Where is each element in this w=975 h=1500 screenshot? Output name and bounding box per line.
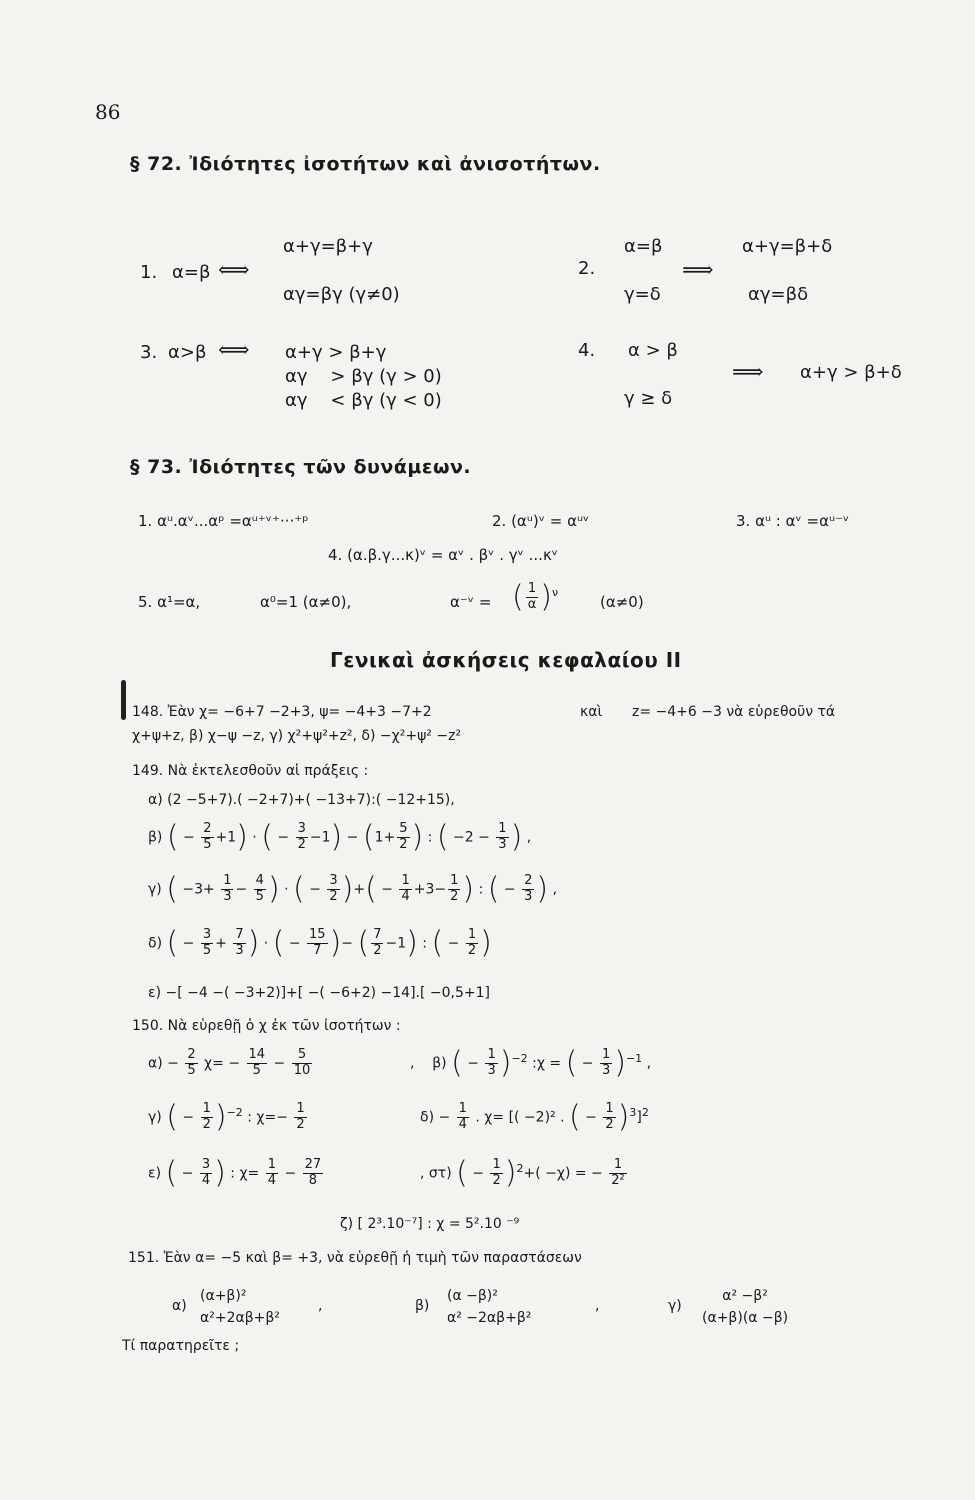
ex150-d: δ) − $\frac{1}{4}$ . χ= [( −2)² . ( − $\frac{1}{2}$ )$^3$]$^2$ bbox=[420, 1099, 649, 1135]
section-72-title: § 72. Ἰδιότητες ἰσοτήτων καὶ ἀνισοτήτων. bbox=[130, 153, 601, 175]
prop72-3-line2: αγ > βγ (γ > 0) bbox=[285, 366, 442, 387]
prop73-1: 1. αᵘ.αᵛ...αᵖ =αᵘ⁺ᵛ⁺···⁺ᵖ bbox=[138, 512, 309, 530]
prop73-5a: 5. α¹=α, bbox=[138, 593, 201, 611]
prop73-5c: α⁻ᵛ = bbox=[450, 593, 492, 611]
prop72-1-num: 1. bbox=[140, 262, 158, 283]
ex149-e: ε) −[ −4 −( −3+2)]+[ −( −6+2) −14].[ −0,5+1] bbox=[148, 985, 490, 1001]
ex149-a: α) (2 −5+7).( −2+7)+( −13+7):( −12+15), bbox=[148, 792, 455, 808]
ex151-b-den: α² −2αβ+β² bbox=[447, 1310, 532, 1327]
ex151-c-label: γ) bbox=[668, 1298, 682, 1314]
prop73-5b: α⁰=1 (α≠0), bbox=[260, 593, 352, 611]
ex148-line1a: 148. Ἐὰν χ= −6+7 −2+3, ψ= −4+3 −7+2 bbox=[132, 704, 432, 720]
prop72-4-bottom: γ ≥ δ bbox=[624, 388, 673, 409]
ex151-c-fraction bbox=[702, 1285, 788, 1330]
ex151-a-num: (α+β)² bbox=[200, 1288, 247, 1304]
ex150-a: α) − $\frac{2}{5}$ χ= − $\frac{14}{5}$ − $\frac{5}{10}$ bbox=[148, 1047, 311, 1078]
ex149-title: 149. Νὰ ἐκτελεσθοῦν αἱ πράξεις : bbox=[132, 763, 369, 779]
ex150-c: γ) ( − $\frac{1}{2}$ )$^{-2}$ : χ=− $\frac{1}{2}$ bbox=[148, 1099, 305, 1135]
prop72-3-lhs: α>β bbox=[168, 342, 207, 363]
implies-arrow-icon: ⟹ bbox=[682, 258, 714, 283]
ex149-d: δ) ( − $\frac{3}{5}$ + $\frac{7}{3}$ ) · ( − $\frac{15}{7}$ )− ( $\frac{7}{2}$ −1) : ( − $\frac{1}{2}$ ) bbox=[148, 925, 492, 961]
prop73-4: 4. (α.β.γ...κ)ᵛ = αᵛ . βᵛ . γᵛ ...κᵛ bbox=[328, 546, 559, 564]
ex150-st: , στ) ( − $\frac{1}{2}$ )$^2$+( −χ) = − $\frac{1}{\text{2²}}$ bbox=[420, 1155, 625, 1191]
prop72-4-top: α > β bbox=[628, 340, 678, 361]
ex148-line1c: z= −4+6 −3 νὰ εὑρεθοῦν τά bbox=[632, 704, 836, 720]
prop73-5d: (α≠0) bbox=[600, 593, 644, 611]
ex151-c-den: (α+β)(α −β) bbox=[702, 1310, 789, 1327]
prop72-4-num: 4. bbox=[578, 340, 596, 361]
ex151-question: Τί παρατηρεῖτε ; bbox=[122, 1338, 240, 1354]
prop72-3-num: 3. bbox=[140, 342, 158, 363]
ex149-b: β) ( − $\frac{2}{5}$ +1) · ( − $\frac{3}{2}$ −1) − (1+ $\frac{5}{2}$ ) : ( −2 − $\frac{1}{3}$ ) , bbox=[148, 819, 532, 855]
section-73-title: § 73. Ἰδιότητες τῶν δυνάμεων. bbox=[130, 456, 472, 478]
page-number: 86 bbox=[95, 100, 121, 124]
comma: , bbox=[318, 1298, 323, 1314]
prop72-4-result: α+γ > β+δ bbox=[800, 362, 902, 383]
comma: , bbox=[595, 1298, 600, 1314]
chapter-title: Γενικαὶ ἀσκήσεις κεφαλαίου ΙΙ bbox=[330, 648, 682, 672]
prop73-2: 2. (αᵘ)ᵛ = αᵘᵛ bbox=[492, 512, 590, 530]
prop72-2-res-top: α+γ=β+δ bbox=[742, 236, 833, 257]
ex151-title: 151. Ἐὰν α= −5 καὶ β= +3, νὰ εὑρεθῇ ἡ τιμὴ τῶν παραστάσεων bbox=[128, 1250, 582, 1266]
prop72-1-bottom: αγ=βγ (γ≠0) bbox=[283, 284, 400, 305]
ex151-b-fraction bbox=[447, 1285, 531, 1330]
ex150-title: 150. Νὰ εὑρεθῇ ὁ χ ἐκ τῶν ἰσοτήτων : bbox=[132, 1018, 401, 1034]
ex148-line1b: καὶ bbox=[580, 704, 603, 720]
prop72-2-top: α=β bbox=[624, 236, 663, 257]
prop72-1-top: α+γ=β+γ bbox=[283, 236, 373, 257]
ex151-b-label: β) bbox=[415, 1298, 430, 1314]
ex150-e: ε) ( − $\frac{3}{4}$ ) : χ= $\frac{1}{4}$ − $\frac{27}{8}$ bbox=[148, 1155, 322, 1191]
double-arrow-icon: ⟺ bbox=[218, 258, 250, 283]
prop72-2-bottom: γ=δ bbox=[624, 284, 661, 305]
prop72-1-lhs: α=β bbox=[172, 262, 211, 283]
ex151-a-label: α) bbox=[172, 1298, 187, 1314]
prop73-3: 3. αᵘ : αᵛ =αᵘ⁻ᵛ bbox=[736, 512, 850, 530]
ex151-a-den: α²+2αβ+β² bbox=[200, 1310, 280, 1327]
ex148-line2: χ+ψ+z, β) χ−ψ −z, γ) χ²+ψ²+z², δ) −χ²+ψ² −z² bbox=[132, 728, 462, 744]
implies-arrow-icon: ⟹ bbox=[732, 360, 764, 385]
ex150-b: , β) ( − $\frac{1}{3}$ )$^{-2}$ :χ = ( − $\frac{1}{3}$ )$^{-1}$ , bbox=[410, 1045, 652, 1081]
ex151-a-fraction bbox=[200, 1285, 280, 1330]
prop72-3-line1: α+γ > β+γ bbox=[285, 342, 387, 363]
ex151-c-num: α² −β² bbox=[722, 1288, 768, 1304]
ex149-c: γ) ( −3+ $\frac{1}{3}$ − $\frac{4}{5}$ ) · ( − $\frac{3}{2}$ )+( − $\frac{1}{4}$ +3− $\frac{1}{2}$ ) : ( − $\frac{2}{3}$ ) , bbox=[148, 871, 558, 907]
ex150-z: ζ) [ 2³.10⁻⁷] : χ = 5².10 ⁻⁹ bbox=[340, 1216, 520, 1232]
prop72-3-line3: αγ < βγ (γ < 0) bbox=[285, 390, 442, 411]
margin-mark bbox=[121, 680, 126, 720]
ex151-b-num: (α −β)² bbox=[447, 1288, 498, 1304]
prop72-2-num: 2. bbox=[578, 258, 596, 279]
double-arrow-icon: ⟺ bbox=[218, 338, 250, 363]
prop72-2-res-bottom: αγ=βδ bbox=[748, 284, 809, 305]
prop73-5-fraction: ( $\frac{1}{\alpha}$ )$^\nu$ bbox=[512, 579, 559, 615]
